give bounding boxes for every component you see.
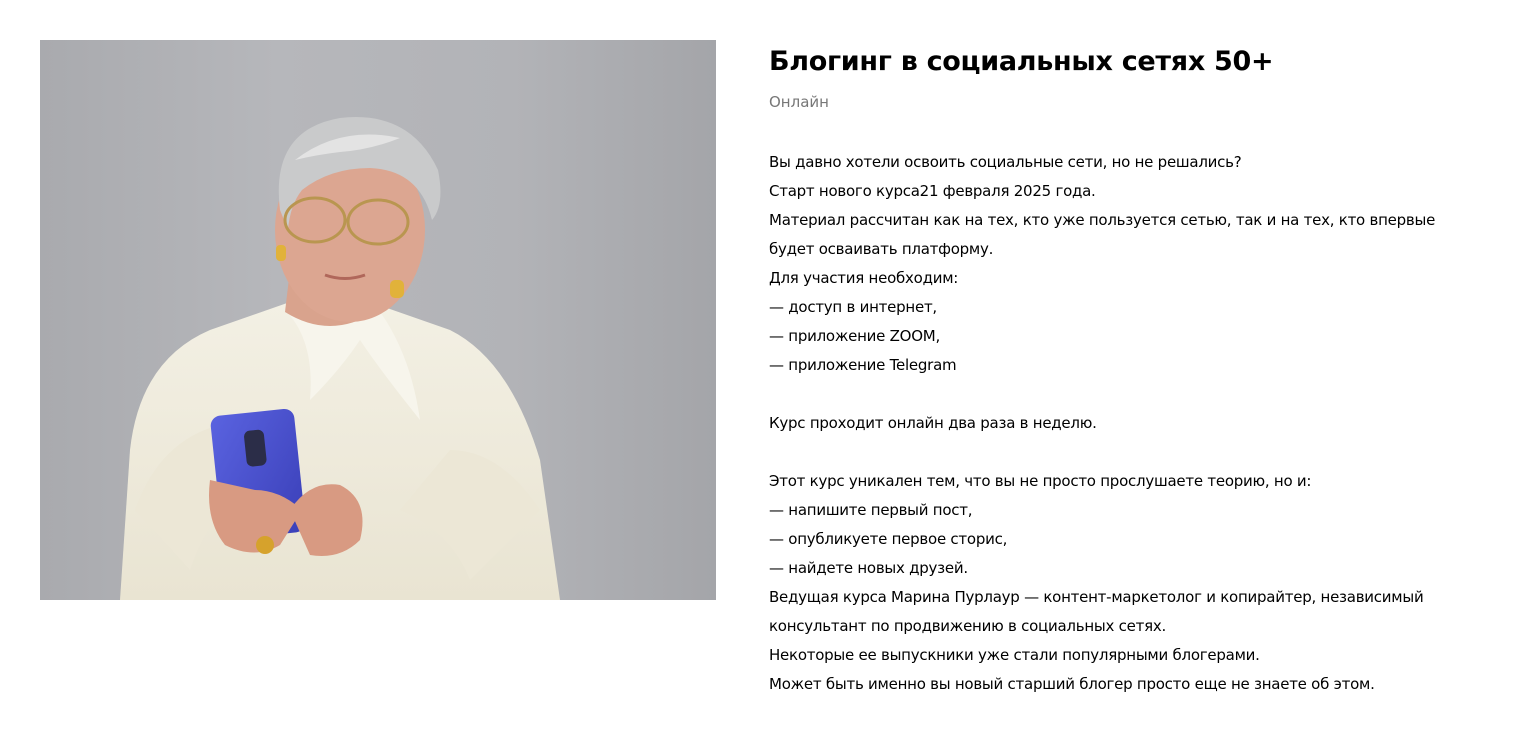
course-format: Онлайн xyxy=(769,93,829,111)
description-line: — приложение Telegram xyxy=(769,356,957,374)
description-line: будет осваивать платформу. xyxy=(769,240,994,258)
description-spacer xyxy=(769,438,1489,467)
description-line: Старт нового курса21 февраля 2025 года. xyxy=(769,182,1096,200)
description-line: Курс проходит онлайн два раза в неделю. xyxy=(769,414,1097,432)
description-line: — найдете новых друзей. xyxy=(769,559,968,577)
description-line: Некоторые ее выпускники уже стали популярными блогерами. xyxy=(769,646,1260,664)
course-description xyxy=(769,148,1489,699)
description-line: Для участия необходим: xyxy=(769,269,959,287)
course-info xyxy=(769,44,1489,699)
description-line: — напишите первый пост, xyxy=(769,501,973,519)
description-line: Вы давно хотели освоить социальные сети, но не решались? xyxy=(769,153,1242,171)
description-line: — приложение ZOOM, xyxy=(769,327,941,345)
woman-with-phone-illustration xyxy=(40,40,716,600)
description-line: Может быть именно вы новый старший блогер просто еще не знаете об этом. xyxy=(769,675,1375,693)
description-line: Этот курс уникален тем, что вы не просто прослушаете теорию, но и: xyxy=(769,472,1312,490)
description-line: Материал рассчитан как на тех, кто уже пользуется сетью, так и на тех, кто впервые xyxy=(769,211,1436,229)
course-title: Блогинг в социальных сетях 50+ xyxy=(769,46,1274,77)
description-line: консультант по продвижению в социальных сетях. xyxy=(769,617,1167,635)
description-line: — доступ в интернет, xyxy=(769,298,937,316)
course-photo xyxy=(40,40,716,600)
description-spacer xyxy=(769,380,1489,409)
description-line: — опубликуете первое сторис, xyxy=(769,530,1008,548)
description-line: Ведущая курса Марина Пурлаур — контент-маркетолог и копирайтер, независимый xyxy=(769,588,1424,606)
